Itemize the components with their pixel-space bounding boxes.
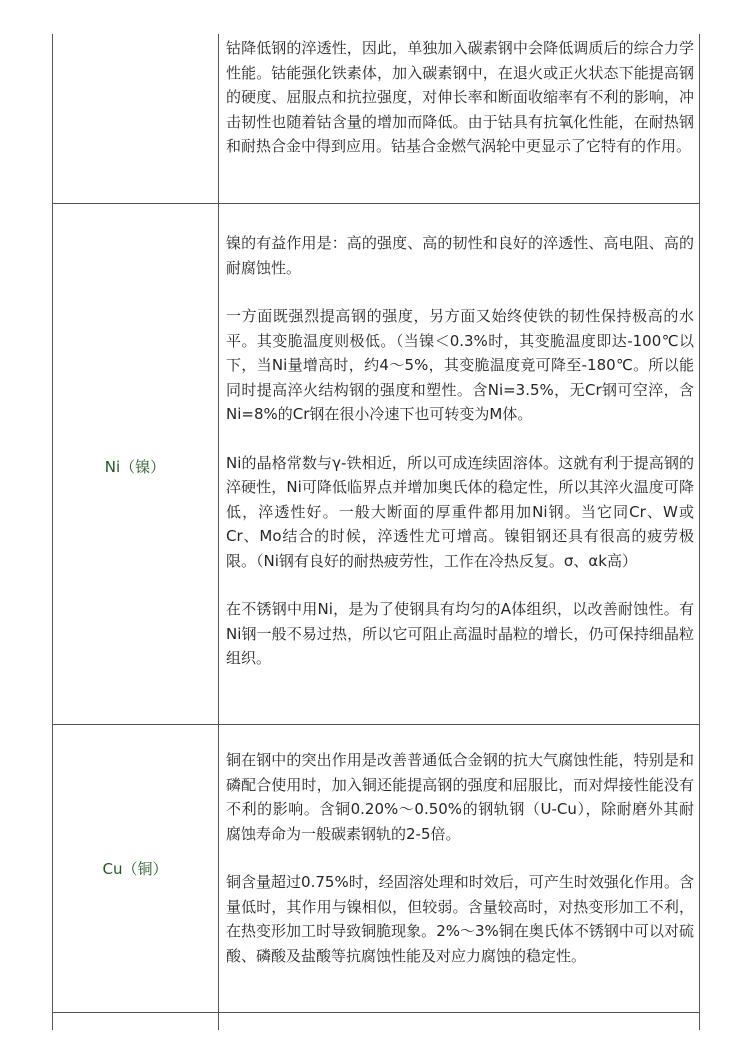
paragraph: 在不锈钢中用Ni，是为了使钢具有均匀的A体组织，以改善耐蚀性。有Ni钢一般不易过热，所以它可阻止高温时晶粒的增长，仍可保持细晶粒组织。 [226,600,694,667]
element-label-cu: Cu（铜） [102,860,168,878]
table-column-divider [218,34,219,1030]
paragraph: 钴降低钢的淬透性，因此，单独加入碳素钢中会降低调质后的综合力学性能。钴能强化铁素体，加入碳素钢中，在退火或正火状态下能提高钢的硬度、屈服点和抗拉强度，对伸长率和断面收缩率有不利的影响，冲击韧性也随着钴含量的增加而降低。由于钴具有抗氧化性能，在耐热钢和耐热合金中得到应用。钴基合金燃气涡轮中更显示了它特有的作用。 [226,39,694,155]
row-divider-2 [52,724,700,725]
row-nickel-content [226,231,694,671]
row-copper-content [226,748,694,968]
paragraph: 铜在钢中的突出作用是改善普通低合金钢的抗大气腐蚀性能，特别是和磷配合使用时，加入铜还能提高钢的强度和屈服比，而对焊接性能没有不利的影响。含铜0.20%～0.50%的钢轨钢（U-Cu），除耐磨外其耐腐蚀寿命为一般碳素钢轨的2-5倍。 [226,751,694,843]
table-border-right [699,34,700,1030]
element-label-ni: Ni（镍） [104,458,166,476]
row-cobalt-content [226,36,694,159]
table-border-left [52,34,53,1030]
row-divider-1 [52,203,700,204]
paragraph: 一方面既强烈提高钢的强度，另方面又始终使铁的韧性保持极高的水平。其变脆温度则极低。（当镍＜0.3%时，其变脆温度即达-100℃以下，当Ni量增高时，约4～5%，其变脆温度竟可降至-180℃。所以能同时提高淬火结构钢的强度和塑性。含Ni=3.5%，无Cr钢可空淬，含Ni=8%的Cr钢在很小冷速下也可转变为M体。 [226,307,694,423]
row-divider-3 [52,1012,700,1013]
paragraph: 铜含量超过0.75%时，经固溶处理和时效后，可产生时效强化作用。含量低时，其作用与镍相似，但较弱。含量较高时，对热变形加工不利，在热变形加工时导致铜脆现象。2%～3%铜在奥氏体不锈钢中可以对硫酸、磷酸及盐酸等抗腐蚀性能及对应力腐蚀的稳定性。 [226,873,694,965]
paragraph: Ni的晶格常数与γ-铁相近，所以可成连续固溶体。这就有利于提高钢的淬硬性，Ni可降低临界点并增加奥氏体的稳定性，所以其淬火温度可降低，淬透性好。一般大断面的厚重件都用加Ni钢。当它同Cr、W或Cr、Mo结合的时候，淬透性尤可增高。镍钼钢还具有很高的疲劳极限。（Ni钢有良好的耐热疲劳性，工作在冷热反复。σ、αk高） [226,453,694,570]
paragraph: 镍的有益作用是：高的强度、高的韧性和良好的淬透性、高电阻、高的耐腐蚀性。 [226,234,694,277]
